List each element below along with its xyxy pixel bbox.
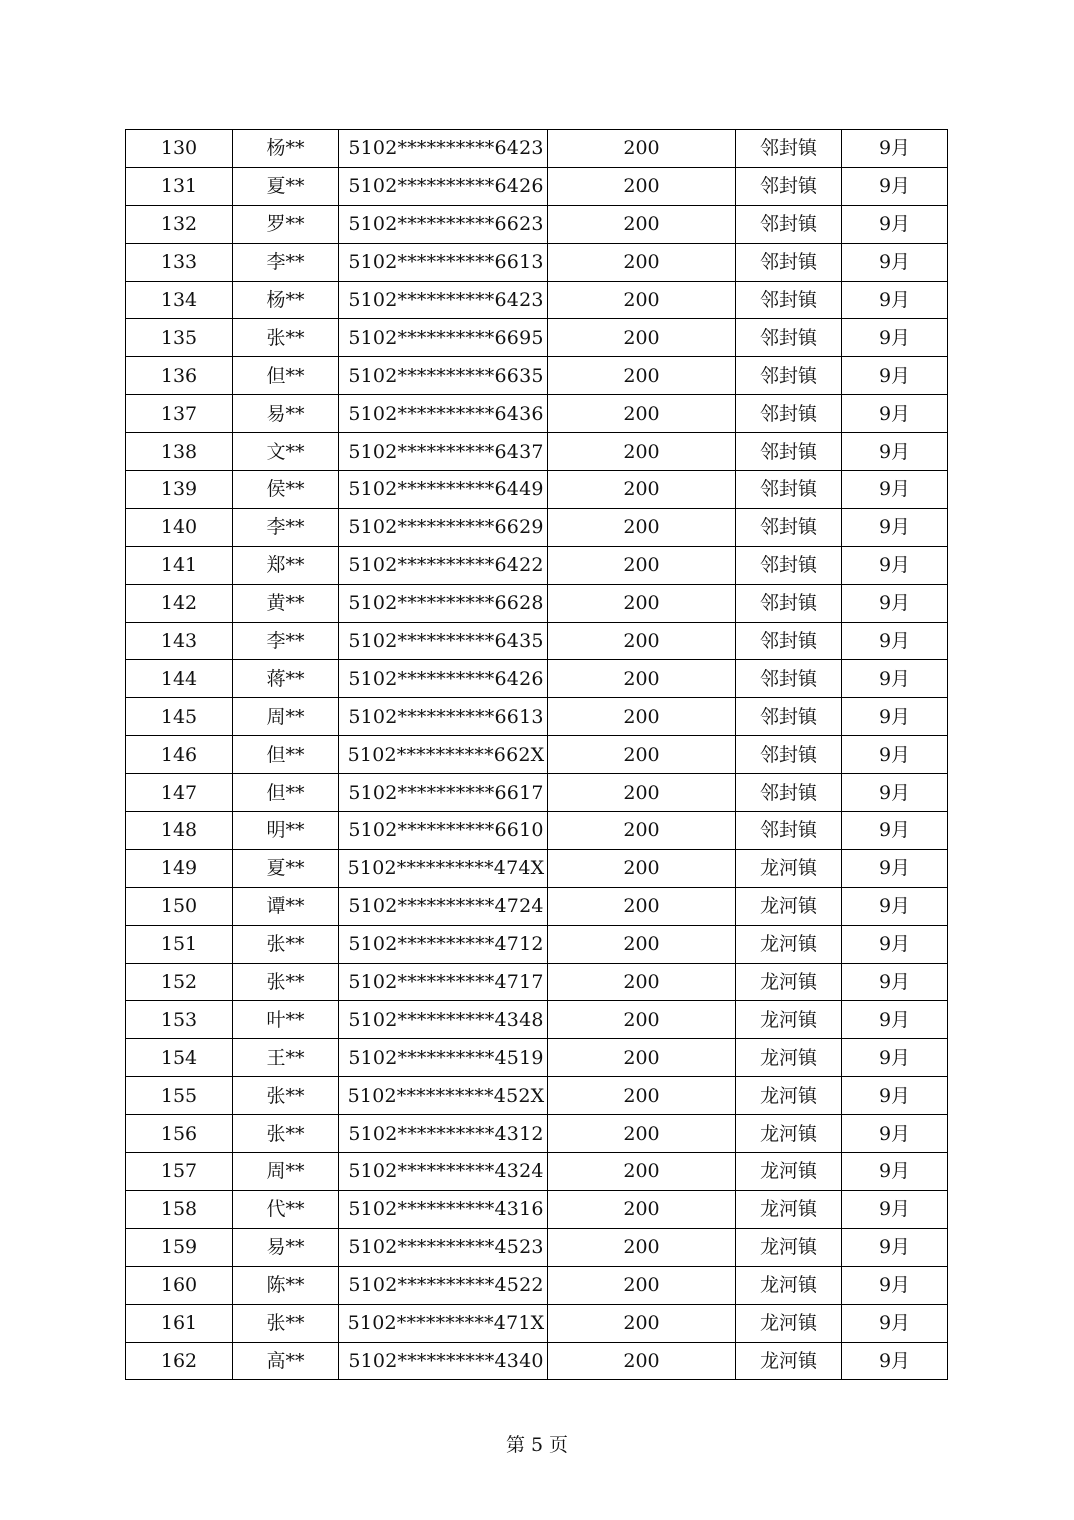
town-cell: 龙河镇 <box>736 887 842 925</box>
table-row <box>126 130 948 168</box>
row-number-cell: 133 <box>126 243 233 281</box>
month-cell: 9月 <box>842 1266 948 1304</box>
amount-cell: 200 <box>548 205 736 243</box>
id-number-cell: 5102**********474X <box>339 849 548 887</box>
town-cell: 邻封镇 <box>736 546 842 584</box>
town-cell: 邻封镇 <box>736 812 842 850</box>
row-number-cell: 135 <box>126 319 233 357</box>
table-row <box>126 167 948 205</box>
month-cell: 9月 <box>842 1304 948 1342</box>
month-cell: 9月 <box>842 319 948 357</box>
month-cell: 9月 <box>842 1153 948 1191</box>
name-cell: 张** <box>233 319 339 357</box>
table-row <box>126 471 948 509</box>
id-number-cell: 5102**********4519 <box>339 1039 548 1077</box>
amount-cell: 200 <box>548 849 736 887</box>
town-cell: 龙河镇 <box>736 1266 842 1304</box>
id-number-cell: 5102**********4522 <box>339 1266 548 1304</box>
row-number-cell: 147 <box>126 774 233 812</box>
table-row <box>126 1228 948 1266</box>
amount-cell: 200 <box>548 508 736 546</box>
name-cell: 周** <box>233 698 339 736</box>
amount-cell: 200 <box>548 660 736 698</box>
id-number-cell: 5102**********6610 <box>339 812 548 850</box>
month-cell: 9月 <box>842 1115 948 1153</box>
name-cell: 易** <box>233 395 339 433</box>
town-cell: 龙河镇 <box>736 1115 842 1153</box>
amount-cell: 200 <box>548 243 736 281</box>
row-number-cell: 153 <box>126 1001 233 1039</box>
id-number-cell: 5102**********6423 <box>339 130 548 168</box>
town-cell: 龙河镇 <box>736 925 842 963</box>
month-cell: 9月 <box>842 243 948 281</box>
table-row <box>126 1115 948 1153</box>
table-row <box>126 925 948 963</box>
id-number-cell: 5102**********4717 <box>339 963 548 1001</box>
town-cell: 龙河镇 <box>736 1001 842 1039</box>
name-cell: 明** <box>233 812 339 850</box>
table-row <box>126 736 948 774</box>
month-cell: 9月 <box>842 584 948 622</box>
id-number-cell: 5102**********6629 <box>339 508 548 546</box>
name-cell: 张** <box>233 1304 339 1342</box>
id-number-cell: 5102**********6628 <box>339 584 548 622</box>
row-number-cell: 130 <box>126 130 233 168</box>
town-cell: 龙河镇 <box>736 849 842 887</box>
amount-cell: 200 <box>548 963 736 1001</box>
row-number-cell: 134 <box>126 281 233 319</box>
name-cell: 张** <box>233 1115 339 1153</box>
row-number-cell: 157 <box>126 1153 233 1191</box>
town-cell: 邻封镇 <box>736 698 842 736</box>
month-cell: 9月 <box>842 1077 948 1115</box>
table-row <box>126 395 948 433</box>
id-number-cell: 5102**********6613 <box>339 243 548 281</box>
town-cell: 邻封镇 <box>736 622 842 660</box>
name-cell: 但** <box>233 357 339 395</box>
month-cell: 9月 <box>842 660 948 698</box>
name-cell: 易** <box>233 1228 339 1266</box>
row-number-cell: 158 <box>126 1190 233 1228</box>
town-cell: 邻封镇 <box>736 433 842 471</box>
town-cell: 邻封镇 <box>736 774 842 812</box>
id-number-cell: 5102**********6435 <box>339 622 548 660</box>
name-cell: 夏** <box>233 167 339 205</box>
month-cell: 9月 <box>842 357 948 395</box>
month-cell: 9月 <box>842 622 948 660</box>
row-number-cell: 131 <box>126 167 233 205</box>
row-number-cell: 159 <box>126 1228 233 1266</box>
row-number-cell: 138 <box>126 433 233 471</box>
table-row <box>126 849 948 887</box>
table-row <box>126 281 948 319</box>
town-cell: 邻封镇 <box>736 319 842 357</box>
town-cell: 邻封镇 <box>736 243 842 281</box>
month-cell: 9月 <box>842 433 948 471</box>
footer-page-number: 5 <box>530 1434 544 1456</box>
name-cell: 李** <box>233 508 339 546</box>
id-number-cell: 5102**********4348 <box>339 1001 548 1039</box>
table-row <box>126 546 948 584</box>
town-cell: 龙河镇 <box>736 1190 842 1228</box>
row-number-cell: 149 <box>126 849 233 887</box>
row-number-cell: 137 <box>126 395 233 433</box>
town-cell: 龙河镇 <box>736 1342 842 1380</box>
amount-cell: 200 <box>548 812 736 850</box>
name-cell: 李** <box>233 243 339 281</box>
id-number-cell: 5102**********6635 <box>339 357 548 395</box>
amount-cell: 200 <box>548 1001 736 1039</box>
amount-cell: 200 <box>548 1153 736 1191</box>
amount-cell: 200 <box>548 471 736 509</box>
amount-cell: 200 <box>548 622 736 660</box>
month-cell: 9月 <box>842 546 948 584</box>
name-cell: 代** <box>233 1190 339 1228</box>
row-number-cell: 148 <box>126 812 233 850</box>
id-number-cell: 5102**********6617 <box>339 774 548 812</box>
id-number-cell: 5102**********6426 <box>339 167 548 205</box>
table-row <box>126 1190 948 1228</box>
name-cell: 罗** <box>233 205 339 243</box>
table-row <box>126 1001 948 1039</box>
id-number-cell: 5102**********6449 <box>339 471 548 509</box>
month-cell: 9月 <box>842 963 948 1001</box>
town-cell: 龙河镇 <box>736 1153 842 1191</box>
name-cell: 张** <box>233 925 339 963</box>
id-number-cell: 5102**********4312 <box>339 1115 548 1153</box>
table-body <box>126 130 948 1380</box>
id-number-cell: 5102**********4324 <box>339 1153 548 1191</box>
month-cell: 9月 <box>842 812 948 850</box>
month-cell: 9月 <box>842 471 948 509</box>
row-number-cell: 146 <box>126 736 233 774</box>
id-number-cell: 5102**********6623 <box>339 205 548 243</box>
amount-cell: 200 <box>548 319 736 357</box>
row-number-cell: 136 <box>126 357 233 395</box>
id-number-cell: 5102**********4523 <box>339 1228 548 1266</box>
month-cell: 9月 <box>842 887 948 925</box>
town-cell: 龙河镇 <box>736 1228 842 1266</box>
name-cell: 王** <box>233 1039 339 1077</box>
row-number-cell: 132 <box>126 205 233 243</box>
id-number-cell: 5102**********4316 <box>339 1190 548 1228</box>
name-cell: 文** <box>233 433 339 471</box>
amount-cell: 200 <box>548 1077 736 1115</box>
name-cell: 陈** <box>233 1266 339 1304</box>
month-cell: 9月 <box>842 774 948 812</box>
table-row <box>126 963 948 1001</box>
table-row <box>126 887 948 925</box>
table-row <box>126 357 948 395</box>
amount-cell: 200 <box>548 736 736 774</box>
name-cell: 黄** <box>233 584 339 622</box>
month-cell: 9月 <box>842 281 948 319</box>
table-row <box>126 1153 948 1191</box>
footer-prefix: 第 <box>505 1434 525 1456</box>
row-number-cell: 142 <box>126 584 233 622</box>
id-number-cell: 5102**********6423 <box>339 281 548 319</box>
month-cell: 9月 <box>842 1342 948 1380</box>
town-cell: 龙河镇 <box>736 1304 842 1342</box>
id-number-cell: 5102**********471X <box>339 1304 548 1342</box>
town-cell: 邻封镇 <box>736 584 842 622</box>
amount-cell: 200 <box>548 774 736 812</box>
id-number-cell: 5102**********6613 <box>339 698 548 736</box>
town-cell: 邻封镇 <box>736 395 842 433</box>
town-cell: 邻封镇 <box>736 357 842 395</box>
amount-cell: 200 <box>548 357 736 395</box>
table-row <box>126 622 948 660</box>
month-cell: 9月 <box>842 167 948 205</box>
amount-cell: 200 <box>548 1115 736 1153</box>
town-cell: 邻封镇 <box>736 660 842 698</box>
month-cell: 9月 <box>842 1190 948 1228</box>
table-row <box>126 1304 948 1342</box>
amount-cell: 200 <box>548 433 736 471</box>
table-row <box>126 774 948 812</box>
amount-cell: 200 <box>548 281 736 319</box>
town-cell: 龙河镇 <box>736 1039 842 1077</box>
town-cell: 邻封镇 <box>736 281 842 319</box>
amount-cell: 200 <box>548 1190 736 1228</box>
table-row <box>126 1039 948 1077</box>
name-cell: 侯** <box>233 471 339 509</box>
name-cell: 但** <box>233 736 339 774</box>
month-cell: 9月 <box>842 508 948 546</box>
row-number-cell: 145 <box>126 698 233 736</box>
month-cell: 9月 <box>842 1039 948 1077</box>
row-number-cell: 144 <box>126 660 233 698</box>
month-cell: 9月 <box>842 395 948 433</box>
id-number-cell: 5102**********6437 <box>339 433 548 471</box>
table-row <box>126 1077 948 1115</box>
town-cell: 邻封镇 <box>736 205 842 243</box>
id-number-cell: 5102**********6422 <box>339 546 548 584</box>
amount-cell: 200 <box>548 584 736 622</box>
id-number-cell: 5102**********4712 <box>339 925 548 963</box>
name-cell: 夏** <box>233 849 339 887</box>
footer-suffix: 页 <box>549 1434 569 1456</box>
table-row <box>126 584 948 622</box>
table-row <box>126 243 948 281</box>
row-number-cell: 139 <box>126 471 233 509</box>
name-cell: 张** <box>233 963 339 1001</box>
table-row <box>126 698 948 736</box>
row-number-cell: 151 <box>126 925 233 963</box>
id-number-cell: 5102**********6426 <box>339 660 548 698</box>
row-number-cell: 161 <box>126 1304 233 1342</box>
town-cell: 邻封镇 <box>736 130 842 168</box>
amount-cell: 200 <box>548 130 736 168</box>
id-number-cell: 5102**********6436 <box>339 395 548 433</box>
town-cell: 邻封镇 <box>736 167 842 205</box>
amount-cell: 200 <box>548 167 736 205</box>
name-cell: 高** <box>233 1342 339 1380</box>
name-cell: 张** <box>233 1077 339 1115</box>
amount-cell: 200 <box>548 925 736 963</box>
name-cell: 杨** <box>233 130 339 168</box>
page-footer <box>0 1430 1074 1457</box>
id-number-cell: 5102**********452X <box>339 1077 548 1115</box>
name-cell: 周** <box>233 1153 339 1191</box>
table-row <box>126 812 948 850</box>
row-number-cell: 140 <box>126 508 233 546</box>
row-number-cell: 156 <box>126 1115 233 1153</box>
town-cell: 邻封镇 <box>736 736 842 774</box>
month-cell: 9月 <box>842 1001 948 1039</box>
row-number-cell: 141 <box>126 546 233 584</box>
amount-cell: 200 <box>548 395 736 433</box>
month-cell: 9月 <box>842 205 948 243</box>
row-number-cell: 150 <box>126 887 233 925</box>
amount-cell: 200 <box>548 1039 736 1077</box>
name-cell: 李** <box>233 622 339 660</box>
name-cell: 叶** <box>233 1001 339 1039</box>
amount-cell: 200 <box>548 1342 736 1380</box>
town-cell: 龙河镇 <box>736 963 842 1001</box>
month-cell: 9月 <box>842 698 948 736</box>
name-cell: 郑** <box>233 546 339 584</box>
town-cell: 邻封镇 <box>736 508 842 546</box>
name-cell: 杨** <box>233 281 339 319</box>
table-row <box>126 1342 948 1380</box>
month-cell: 9月 <box>842 1228 948 1266</box>
id-number-cell: 5102**********6695 <box>339 319 548 357</box>
name-cell: 蒋** <box>233 660 339 698</box>
amount-cell: 200 <box>548 698 736 736</box>
table-row <box>126 319 948 357</box>
row-number-cell: 160 <box>126 1266 233 1304</box>
amount-cell: 200 <box>548 546 736 584</box>
id-number-cell: 5102**********662X <box>339 736 548 774</box>
name-cell: 谭** <box>233 887 339 925</box>
name-cell: 但** <box>233 774 339 812</box>
table-row <box>126 508 948 546</box>
amount-cell: 200 <box>548 1304 736 1342</box>
subsidy-table <box>125 129 948 1380</box>
row-number-cell: 143 <box>126 622 233 660</box>
table-row <box>126 433 948 471</box>
row-number-cell: 162 <box>126 1342 233 1380</box>
month-cell: 9月 <box>842 736 948 774</box>
town-cell: 龙河镇 <box>736 1077 842 1115</box>
row-number-cell: 152 <box>126 963 233 1001</box>
month-cell: 9月 <box>842 130 948 168</box>
row-number-cell: 155 <box>126 1077 233 1115</box>
table-row <box>126 660 948 698</box>
amount-cell: 200 <box>548 1228 736 1266</box>
id-number-cell: 5102**********4724 <box>339 887 548 925</box>
amount-cell: 200 <box>548 887 736 925</box>
amount-cell: 200 <box>548 1266 736 1304</box>
table-row <box>126 205 948 243</box>
month-cell: 9月 <box>842 925 948 963</box>
town-cell: 邻封镇 <box>736 471 842 509</box>
table-row <box>126 1266 948 1304</box>
month-cell: 9月 <box>842 849 948 887</box>
row-number-cell: 154 <box>126 1039 233 1077</box>
id-number-cell: 5102**********4340 <box>339 1342 548 1380</box>
